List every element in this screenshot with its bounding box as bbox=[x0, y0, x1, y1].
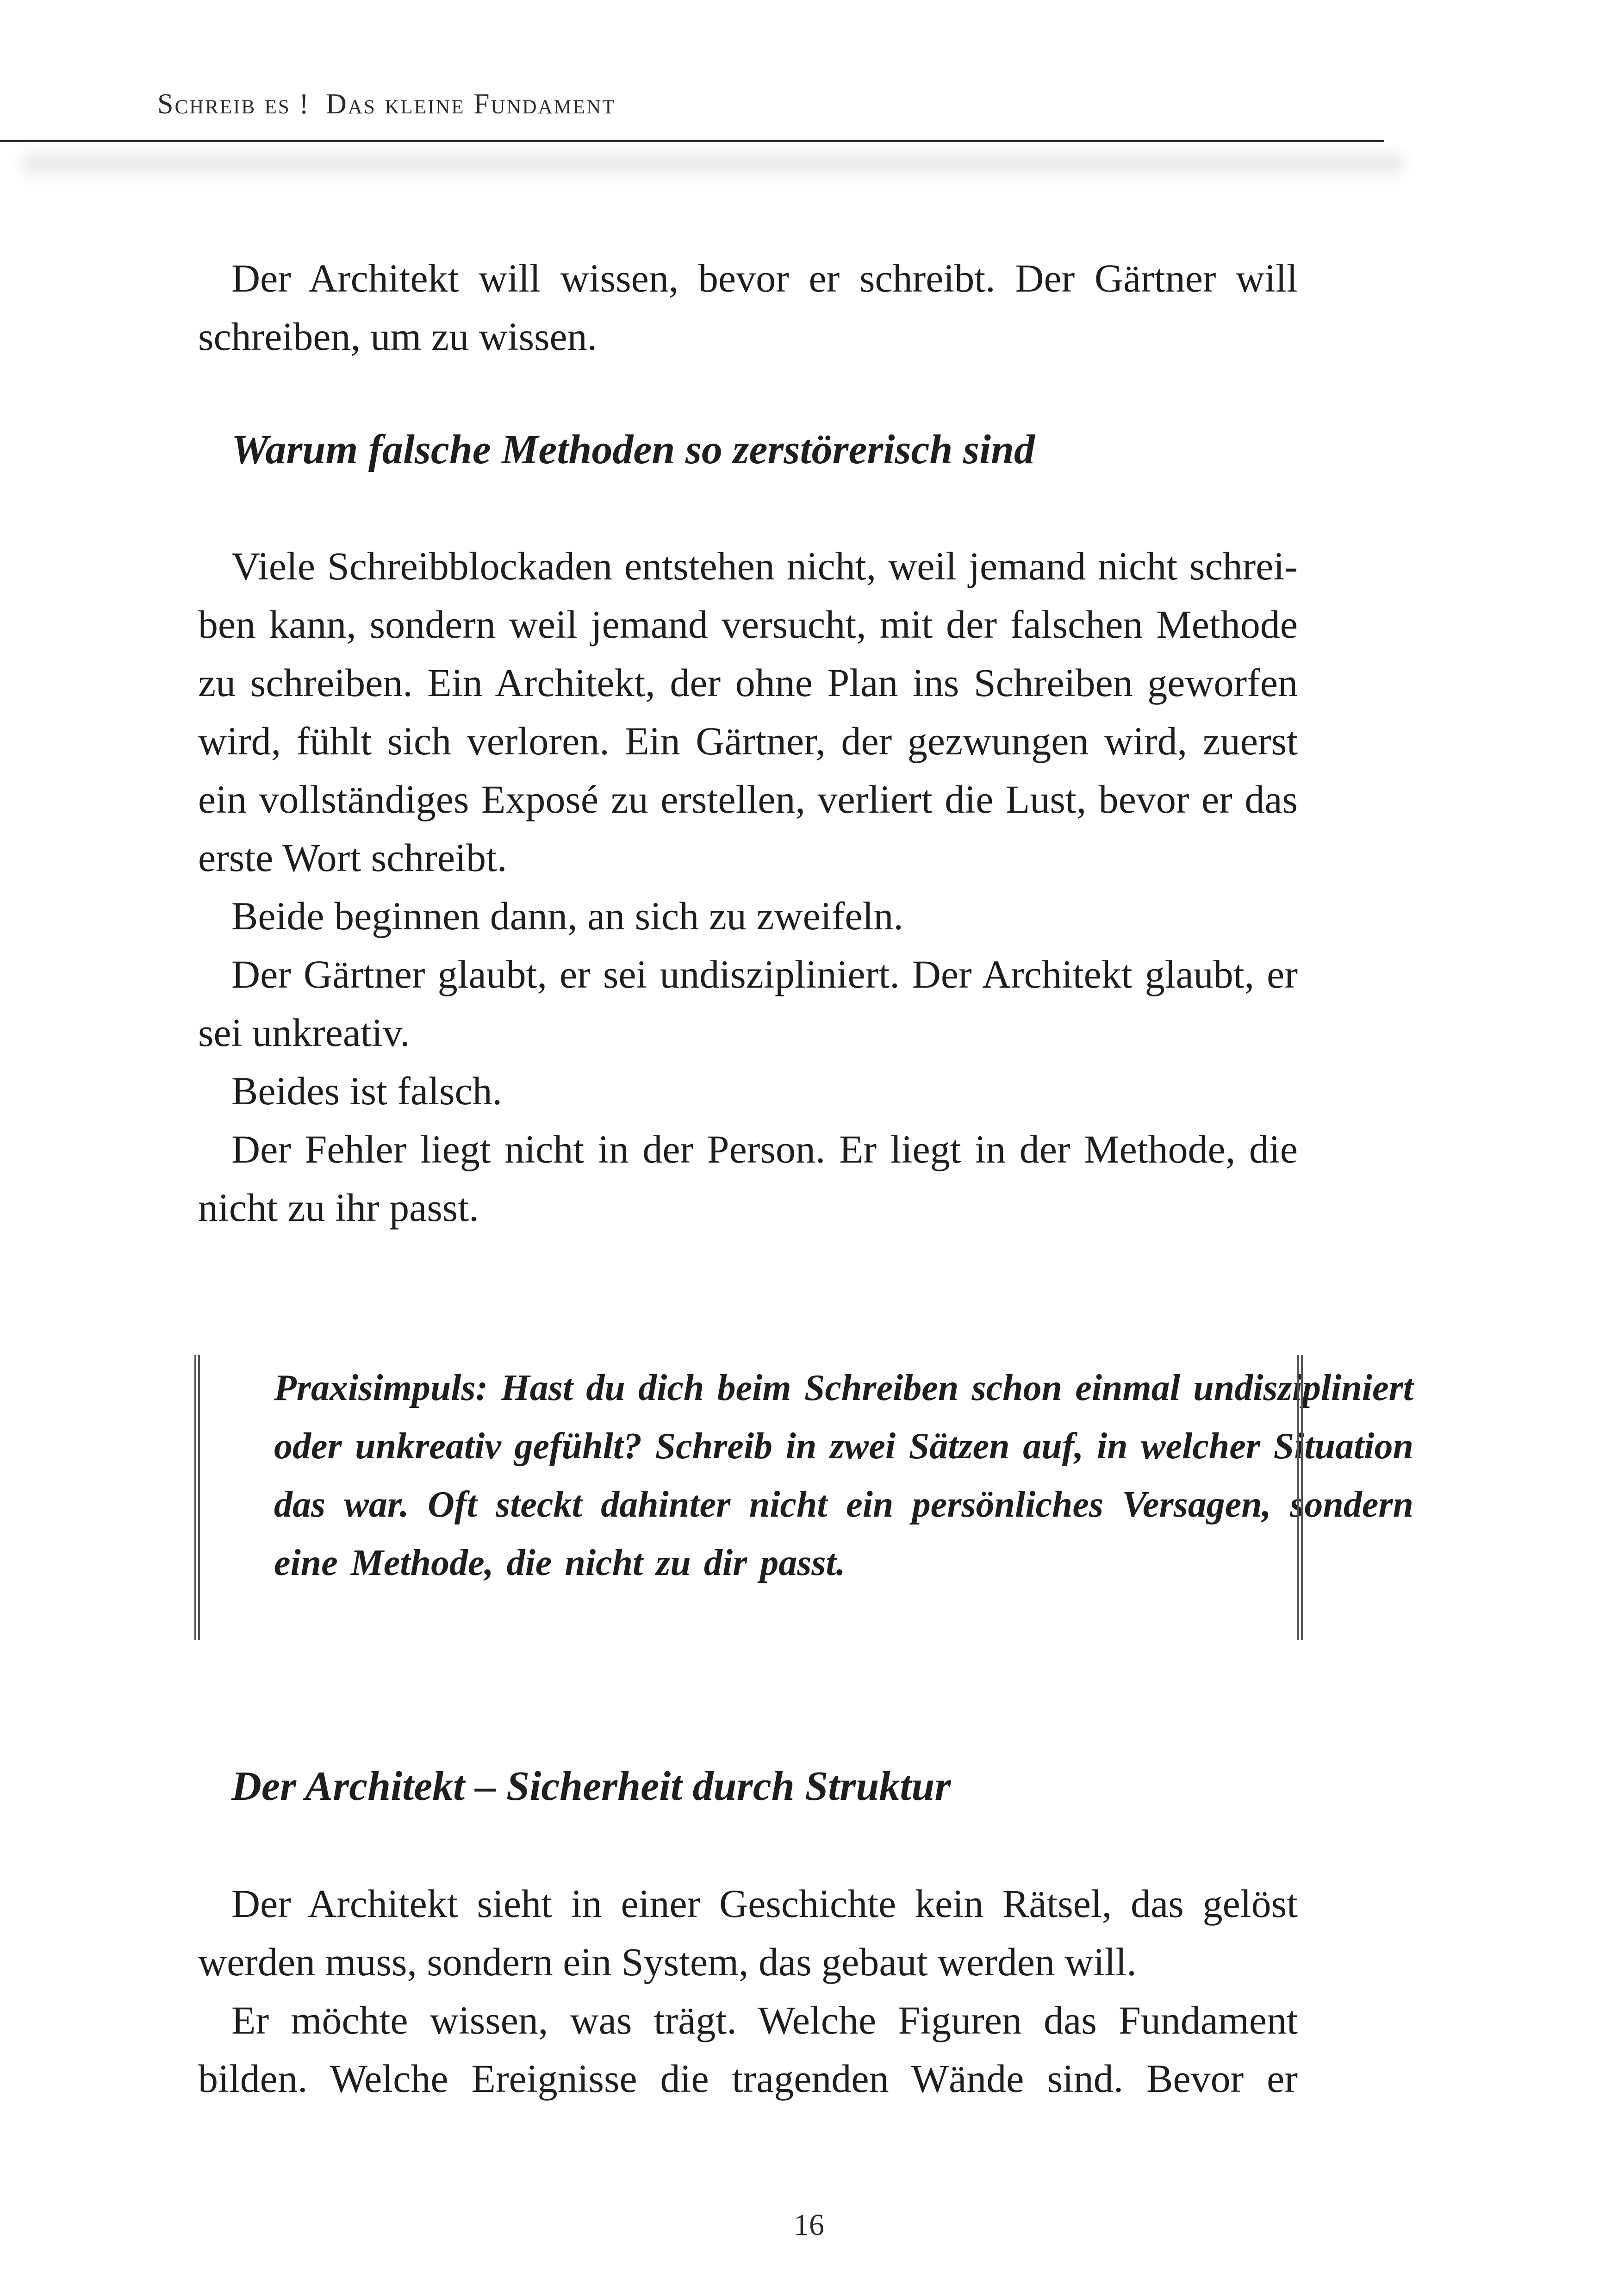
section1-paragraph: Der Gärtner glaubt, er sei undiszipliniert. Der Architekt glaubt, er sei unkreativ. bbox=[198, 952, 1298, 1055]
intro-paragraph: Der Architekt will wissen, bevor er schreibt. Der Gärtner will schreiben, um zu wissen. bbox=[198, 256, 1298, 359]
section-heading-architect: Der Architekt – Sicherheit durch Struktur bbox=[231, 1763, 951, 1809]
callout-text: Praxisimpuls: Hast du dich beim Schreiben schon einmal undiszipliniert oder unkreativ gefühlt? Schreib in zwei Sätzen auf, in welcher Situation das war. Oft steckt dahinter nicht ein persönliches Versagen, sondern eine Methode, die nicht zu dir passt. bbox=[274, 1368, 1413, 1583]
section1-paragraph: Der Fehler liegt nicht in der Person. Er liegt in der Methode, die nicht zu ihr passt. bbox=[198, 1127, 1298, 1230]
section2-paragraph: Der Architekt sieht in einer Geschichte kein Rätsel, das gelöst werden muss, sondern ein System, das gebaut werden will. bbox=[198, 1881, 1298, 1984]
section2-paragraph: Er möchte wissen, was trägt. Welche Figuren das Fundament bilden. Welche Ereignisse die tragenden Wände sind. Bevor er bbox=[198, 1998, 1298, 2101]
callout-left-bar bbox=[194, 1355, 200, 1640]
section1-paragraph: Beide beginnen dann, an sich zu zweifeln. bbox=[231, 894, 903, 938]
book-title: Schreib es ! bbox=[157, 88, 310, 120]
header-rule bbox=[0, 140, 1384, 142]
running-header bbox=[157, 88, 616, 121]
chapter-title: Das kleine Fundament bbox=[326, 88, 616, 120]
section1-paragraph: Beides ist falsch. bbox=[231, 1069, 503, 1113]
header-shadow bbox=[23, 155, 1402, 183]
intro-block bbox=[198, 249, 1298, 366]
section1-paragraph: Viele Schreibblockaden entstehen nicht, weil jemand nicht schreiben kann, sondern weil jemand versucht, mit der falschen Methode zu schreiben. Ein Architekt, der ohne Plan ins Schreiben geworfen wird, fühlt sich verloren. Ein Gärtner, der gezwungen wird, zuerst ein vollständiges Exposé zu erstellen, verliert die Lust, bevor er das erste Wort schreibt. bbox=[198, 544, 1298, 880]
section-heading-methods: Warum falsche Methoden so zerstörerisch sind bbox=[231, 427, 1035, 473]
callout-right-bar bbox=[1297, 1355, 1303, 1640]
praxis-callout bbox=[194, 1355, 1413, 1640]
section1-body bbox=[198, 537, 1298, 1237]
section2-body bbox=[198, 1874, 1298, 2108]
page-number: 16 bbox=[794, 2208, 824, 2242]
